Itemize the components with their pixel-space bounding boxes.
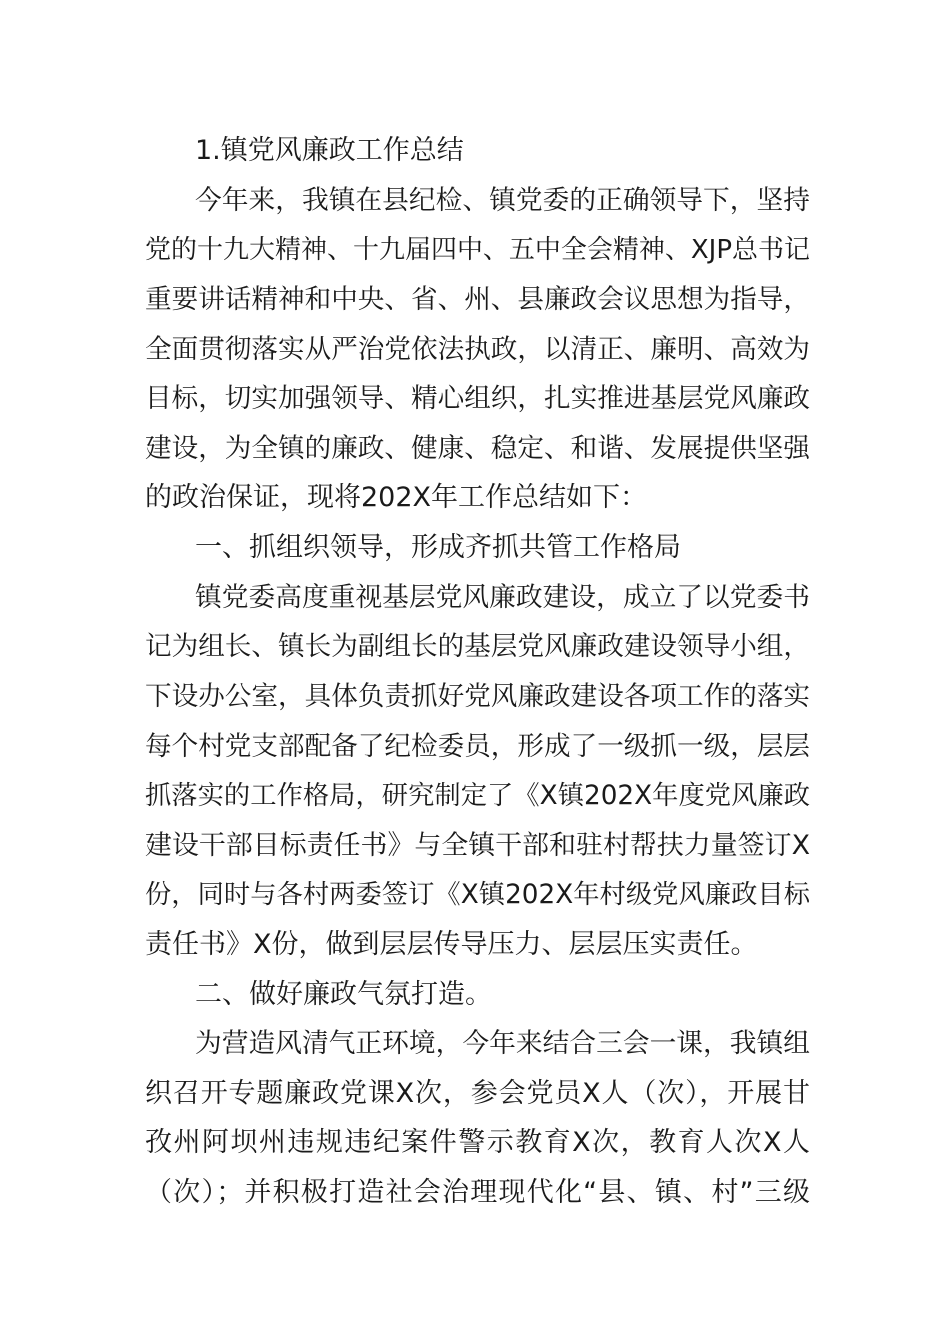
paragraph-line: 下设办公室，具体负责抓好党风廉政建设各项工作的落实 xyxy=(145,681,810,712)
paragraph-line: 份，同时与各村两委签订《X镇202X年村级党风廉政目标 xyxy=(145,880,810,910)
document-title: 1.镇党风廉政工作总结 xyxy=(195,135,464,166)
paragraph-line: 记为组长、镇长为副组长的基层党风廉政建设领导小组， xyxy=(145,631,810,662)
paragraph-line: 重要讲话精神和中央、省、州、县廉政会议思想为指导， xyxy=(145,284,810,315)
paragraph-line: 全面贯彻落实从严治党依法执政，以清正、廉明、高效为 xyxy=(145,334,810,365)
paragraph-line: 党的十九大精神、十九届四中、五中全会精神、XJP总书记 xyxy=(145,235,810,265)
section-heading: 二、做好廉政气氛打造。 xyxy=(195,979,492,1010)
paragraph-line: 责任书》X份，做到层层传导压力、层层压实责任。 xyxy=(145,929,758,960)
paragraph-line: 目标，切实加强领导、精心组织，扎实推进基层党风廉政 xyxy=(145,383,810,414)
paragraph-line: 为营造风清气正环境，今年来结合三会一课，我镇组 xyxy=(195,1028,810,1059)
paragraph-line: 抓落实的工作格局，研究制定了《X镇202X年度党风廉政 xyxy=(145,781,810,811)
paragraph-line: 今年来，我镇在县纪检、镇党委的正确领导下，坚持 xyxy=(195,185,810,216)
paragraph-line: 每个村党支部配备了纪检委员，形成了一级抓一级，层层 xyxy=(145,731,810,762)
section-heading: 一、抓组织领导，形成齐抓共管工作格局 xyxy=(195,532,681,563)
paragraph-line: 建设，为全镇的廉政、健康、稳定、和谐、发展提供坚强 xyxy=(145,433,810,464)
paragraph-line: 的政治保证，现将202X年工作总结如下： xyxy=(145,482,648,513)
paragraph-line: 织召开专题廉政党课X次，参会党员X人（次），开展甘 xyxy=(145,1078,810,1109)
paragraph-line: 孜州阿坝州违规违纪案件警示教育X次，教育人次X人 xyxy=(145,1127,810,1158)
paragraph-line: 建设干部目标责任书》与全镇干部和驻村帮扶力量签订X xyxy=(145,830,810,861)
paragraph-line: （次）；并积极打造社会治理现代化“县、镇、村”三级 xyxy=(145,1177,810,1208)
paragraph-line: 镇党委高度重视基层党风廉政建设，成立了以党委书 xyxy=(195,582,810,613)
